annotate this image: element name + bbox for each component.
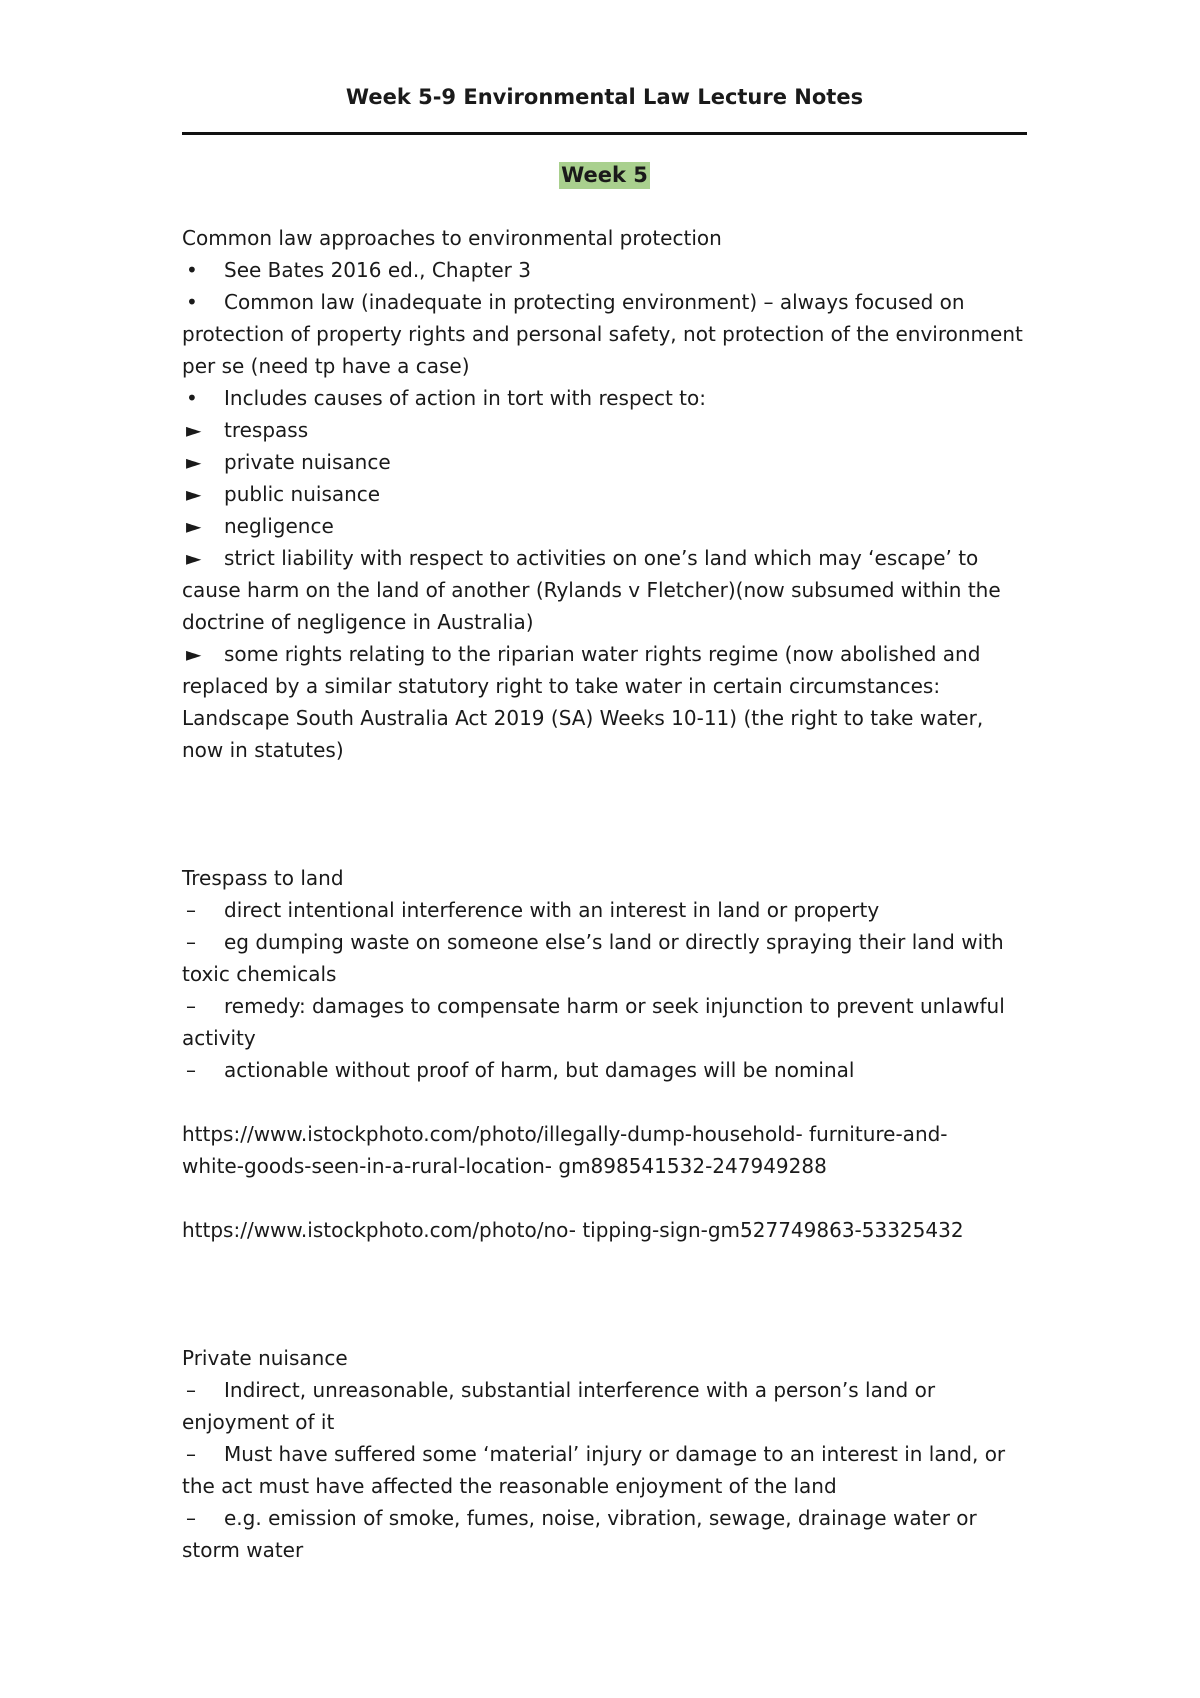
istock-link-dumped-furniture[interactable]: https://www.istockphoto.com/photo/illegally-dump-household- furniture-and- white-goods-seen-in-a-rural-location- gm898541532-247949288 [182, 1122, 948, 1178]
week-heading-wrap [182, 162, 1027, 189]
bullet-marker: • [186, 386, 198, 410]
title-divider [182, 132, 1027, 135]
arrow-marker: ► [186, 482, 202, 506]
section-heading-common-law: Common law approaches to environmental protection [182, 226, 722, 250]
document-title: Week 5-9 Environmental Law Lecture Notes [345, 85, 864, 109]
arrow-marker: ► [186, 450, 202, 474]
arrow-item [182, 414, 1027, 446]
dash-item-text: Must have suffered some ‘material’ injury or damage to an interest in land, or the act must have affected the reasonable enjoyment of the land [182, 1442, 1006, 1498]
arrow-item [182, 478, 1027, 510]
bullet-text: Includes causes of action in tort with respect to: [224, 386, 706, 410]
arrow-item-text: public nuisance [224, 482, 381, 506]
section-heading-trespass: Trespass to land [182, 866, 344, 890]
arrow-item [182, 446, 1027, 478]
bullet-text: Common law (inadequate in protecting environment) – always focused on protection of property rights and personal safety, not protection of the environment per se (need tp have a case) [182, 290, 1023, 378]
dash-item-text: eg dumping waste on someone else’s land or directly spraying their land with toxic chemicals [182, 930, 1004, 986]
arrow-marker: ► [186, 514, 202, 538]
spacer [182, 766, 1027, 862]
bullet-item [182, 286, 1027, 382]
bullet-marker: • [186, 290, 198, 314]
dash-item-text: actionable without proof of harm, but damages will be nominal [224, 1058, 855, 1082]
dash-item-text: remedy: damages to compensate harm or seek injunction to prevent unlawful activity [182, 994, 1005, 1050]
document-body [182, 222, 1027, 1566]
dash-item [182, 894, 1027, 926]
section-heading-private-nuisance: Private nuisance [182, 1346, 348, 1370]
dash-item [182, 1054, 1027, 1086]
dash-item [182, 1502, 1027, 1566]
bullet-item [182, 382, 1027, 414]
dash-marker: – [186, 1058, 196, 1082]
arrow-item-text: some rights relating to the riparian water rights regime (now abolished and replaced by a similar statutory right to take water in certain circumstances: Landscape South Australia Act 2019 (SA) Weeks 10-11) (the right to take water, now in statutes) [182, 642, 984, 762]
arrow-item [182, 638, 1027, 766]
arrow-item [182, 542, 1027, 638]
dash-marker: – [186, 994, 196, 1018]
dash-item-text: direct intentional interference with an interest in land or property [224, 898, 880, 922]
spacer [182, 1182, 1027, 1214]
arrow-item-text: negligence [224, 514, 334, 538]
arrow-marker: ► [186, 642, 202, 666]
arrow-marker: ► [186, 546, 202, 570]
dash-item [182, 1438, 1027, 1502]
spacer [182, 1246, 1027, 1342]
dash-marker: – [186, 930, 196, 954]
dash-item-text: Indirect, unreasonable, substantial interference with a person’s land or enjoyment of it [182, 1378, 936, 1434]
bullet-item [182, 254, 1027, 286]
spacer [182, 1086, 1027, 1118]
arrow-marker: ► [186, 418, 202, 442]
week-heading: Week 5 [561, 163, 648, 187]
arrow-item [182, 510, 1027, 542]
bullet-text: See Bates 2016 ed., Chapter 3 [224, 258, 531, 282]
dash-marker: – [186, 1378, 196, 1402]
istock-link-no-tipping-sign[interactable]: https://www.istockphoto.com/photo/no- tipping-sign-gm527749863-53325432 [182, 1218, 964, 1242]
arrow-item-text: private nuisance [224, 450, 391, 474]
dash-item [182, 926, 1027, 990]
bullet-marker: • [186, 258, 198, 282]
arrow-item-text: trespass [224, 418, 309, 442]
dash-item [182, 990, 1027, 1054]
dash-marker: – [186, 898, 196, 922]
dash-item-text: e.g. emission of smoke, fumes, noise, vibration, sewage, drainage water or storm water [182, 1506, 977, 1562]
dash-item [182, 1374, 1027, 1438]
dash-marker: – [186, 1506, 196, 1530]
dash-marker: – [186, 1442, 196, 1466]
arrow-item-text: strict liability with respect to activities on one’s land which may ‘escape’ to cause harm on the land of another (Rylands v Fletcher)(now subsumed within the doctrine of negligence in Australia) [182, 546, 1001, 634]
